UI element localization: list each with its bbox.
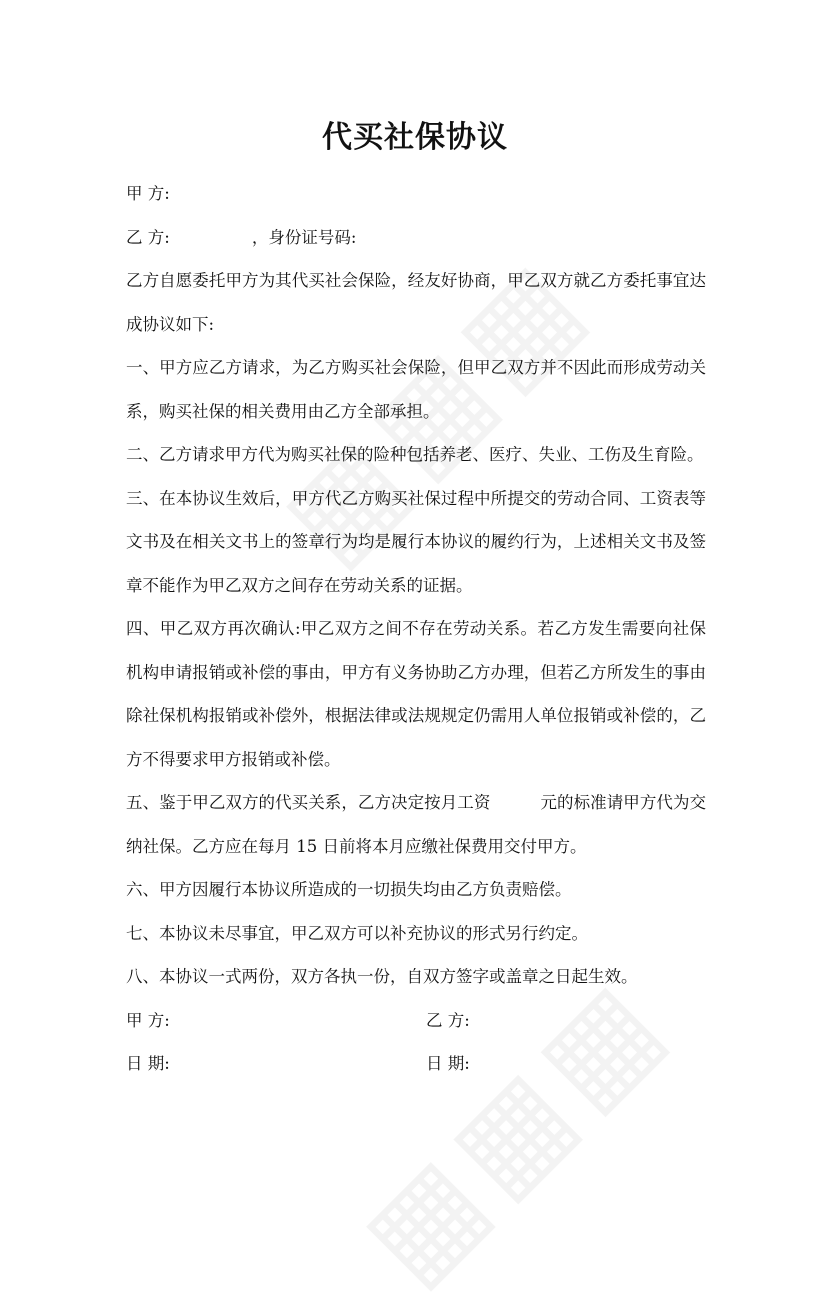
clause-6: 六、甲方因履行本协议所造成的一切损失均由乙方负责赔偿。: [126, 880, 572, 899]
party-a-line: 甲 方:: [126, 184, 170, 203]
party-b-label: 乙 方:: [126, 227, 170, 247]
date-party-b-label: 日 期:: [426, 1054, 470, 1073]
clause-5: [126, 781, 706, 868]
clause-3: 三、在本协议生效后，甲方代乙方购买社保过程中所提交的劳动合同、工资表等文书及在相关文书上的签章行为均是履行本协议的履约行为，上述相关文书及签章不能作为甲乙双方之间存在劳动关系的证据。: [126, 488, 706, 595]
document-body: [126, 172, 706, 1086]
sign-party-b-label: 乙 方:: [426, 1010, 470, 1030]
intro-paragraph: 乙方自愿委托甲方为其代买社会保险，经友好协商，甲乙双方就乙方委托事宜达成协议如下:: [126, 271, 706, 334]
clause-5-before: 五、鉴于甲乙双方的代买关系，乙方决定按月工资: [126, 793, 491, 812]
party-b-id-label: ，身份证号码:: [251, 227, 357, 247]
party-b-line: [126, 216, 706, 260]
date-party-a-label: 日 期:: [126, 1054, 170, 1073]
sign-party-a-label: 甲 方:: [126, 1010, 170, 1030]
clause-1: 一、甲方应乙方请求，为乙方购买社会保险，但甲乙双方并不因此而形成劳动关系，购买社保的相关费用由乙方全部承担。: [126, 358, 706, 421]
document-title: 代买社保协议: [322, 120, 508, 155]
date-row: [126, 1042, 706, 1086]
clause-2: 二、乙方请求甲方代为购买社保的险种包括养老、医疗、失业、工伤及生育险。: [126, 445, 704, 464]
clause-4: 四、甲乙双方再次确认:甲乙双方之间不存在劳动关系。若乙方发生需要向社保机构申请报销或补偿的事由，甲方有义务协助乙方办理，但若乙方所发生的事由除社保机构报销或补偿外，根据法律或法规规定仍需用人单位报销或补偿的，乙方不得要求甲方报销或补偿。: [126, 619, 706, 769]
signature-row: [126, 999, 706, 1043]
clause-7: 七、本协议未尽事宜，甲乙双方可以补充协议的形式另行约定。: [126, 923, 588, 943]
clause-8: 八、本协议一式两份，双方各执一份，自双方签字或盖章之日起生效。: [126, 967, 638, 986]
clause-5-after: 元的标准请甲方代为交纳社保。乙方应在每月 15 日前将本月应缴社保费用交付甲方。: [126, 793, 706, 856]
